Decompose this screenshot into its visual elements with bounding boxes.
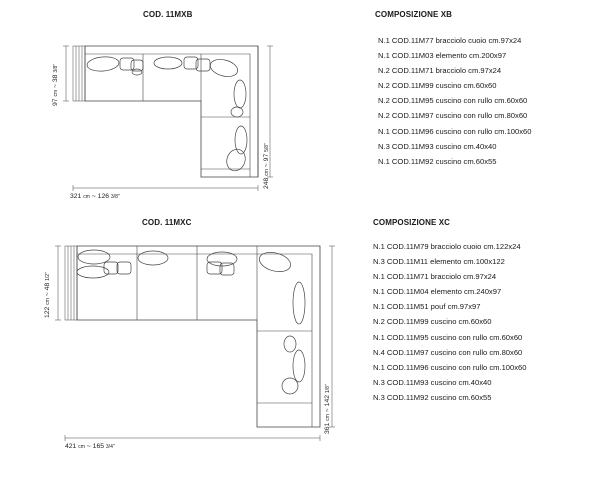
composition-item: N.1 COD.11M95 cuscino con rullo cm.60x60	[373, 332, 523, 342]
composition-item: N.2 COD.11M97 cuscino con rullo cm.80x60	[378, 111, 528, 121]
plan-bottom-title: COD. 11MXC	[142, 218, 192, 227]
composition-item: N.1 COD.11M04 elemento cm.240x97	[373, 287, 502, 297]
composition-item: N.4 COD.11M97 cuscino con rullo cm.80x60	[373, 347, 523, 357]
composition-item: N.3 COD.11M93 cuscino cm.40x40	[373, 377, 492, 387]
composition-item: N.2 COD.11M95 cuscino con rullo cm.60x60	[378, 96, 528, 106]
sofa-outline-bottom	[77, 246, 320, 427]
plan-bottom-depth-label: 361 cm ~ 142 1/8"	[324, 384, 331, 434]
composition-item: N.1 COD.11M77 bracciolo cuoio cm.97x24	[378, 36, 522, 45]
leather-armrest-top	[73, 46, 85, 101]
composition-item: N.1 COD.11M92 cuscino cm.60x55	[378, 156, 497, 166]
leather-armrest-bottom	[65, 246, 77, 320]
composition-xc-title: COMPOSIZIONE XC	[373, 218, 451, 227]
composition-item: N.2 COD.11M99 cuscino cm.60x60	[378, 81, 497, 91]
composition-item: N.1 COD.11M96 cuscino con rullo cm.100x60	[378, 126, 532, 136]
plan-bottom-width-label: 421 cm ~ 165 3/4"	[65, 443, 115, 450]
composition-item: N.2 COD.11M71 bracciolo cm.97x24	[378, 66, 502, 76]
composition-item: N.1 COD.11M03 elemento cm.200x97	[378, 51, 507, 61]
composition-xb-title: COMPOSIZIONE XB	[375, 10, 453, 19]
plan-top-depth-label: 248 cm ~ 97 5/8"	[263, 143, 270, 189]
plan-top-width-label: 321 cm ~ 126 3/8"	[70, 193, 120, 200]
plan-top-title: COD. 11MXB	[143, 10, 193, 19]
composition-item: N.2 COD.11M99 cuscino cm.60x60	[373, 317, 492, 327]
plan-bottom-drawing	[55, 246, 335, 441]
composition-item: N.3 COD.11M11 elemento cm.100x122	[373, 257, 505, 267]
composition-item: N.3 COD.11M92 cuscino cm.60x55	[373, 392, 492, 402]
composition-item: N.1 COD.11M96 cuscino con rullo cm.100x60	[373, 362, 527, 372]
composition-item: N.1 COD.11M79 bracciolo cuoio cm.122x24	[373, 242, 521, 251]
plan-bottom-height-label: 122 cm ~ 48 1/2"	[44, 272, 51, 318]
plan-top-height-label: 97 cm ~ 38 3/8"	[52, 63, 59, 106]
composition-item: N.1 COD.11M71 bracciolo cm.97x24	[373, 272, 497, 282]
sofa-outline-top	[85, 46, 258, 177]
composition-item: N.1 COD.11M51 pouf cm.97x97	[373, 302, 481, 312]
composition-item: N.3 COD.11M93 cuscino cm.40x40	[378, 141, 497, 151]
